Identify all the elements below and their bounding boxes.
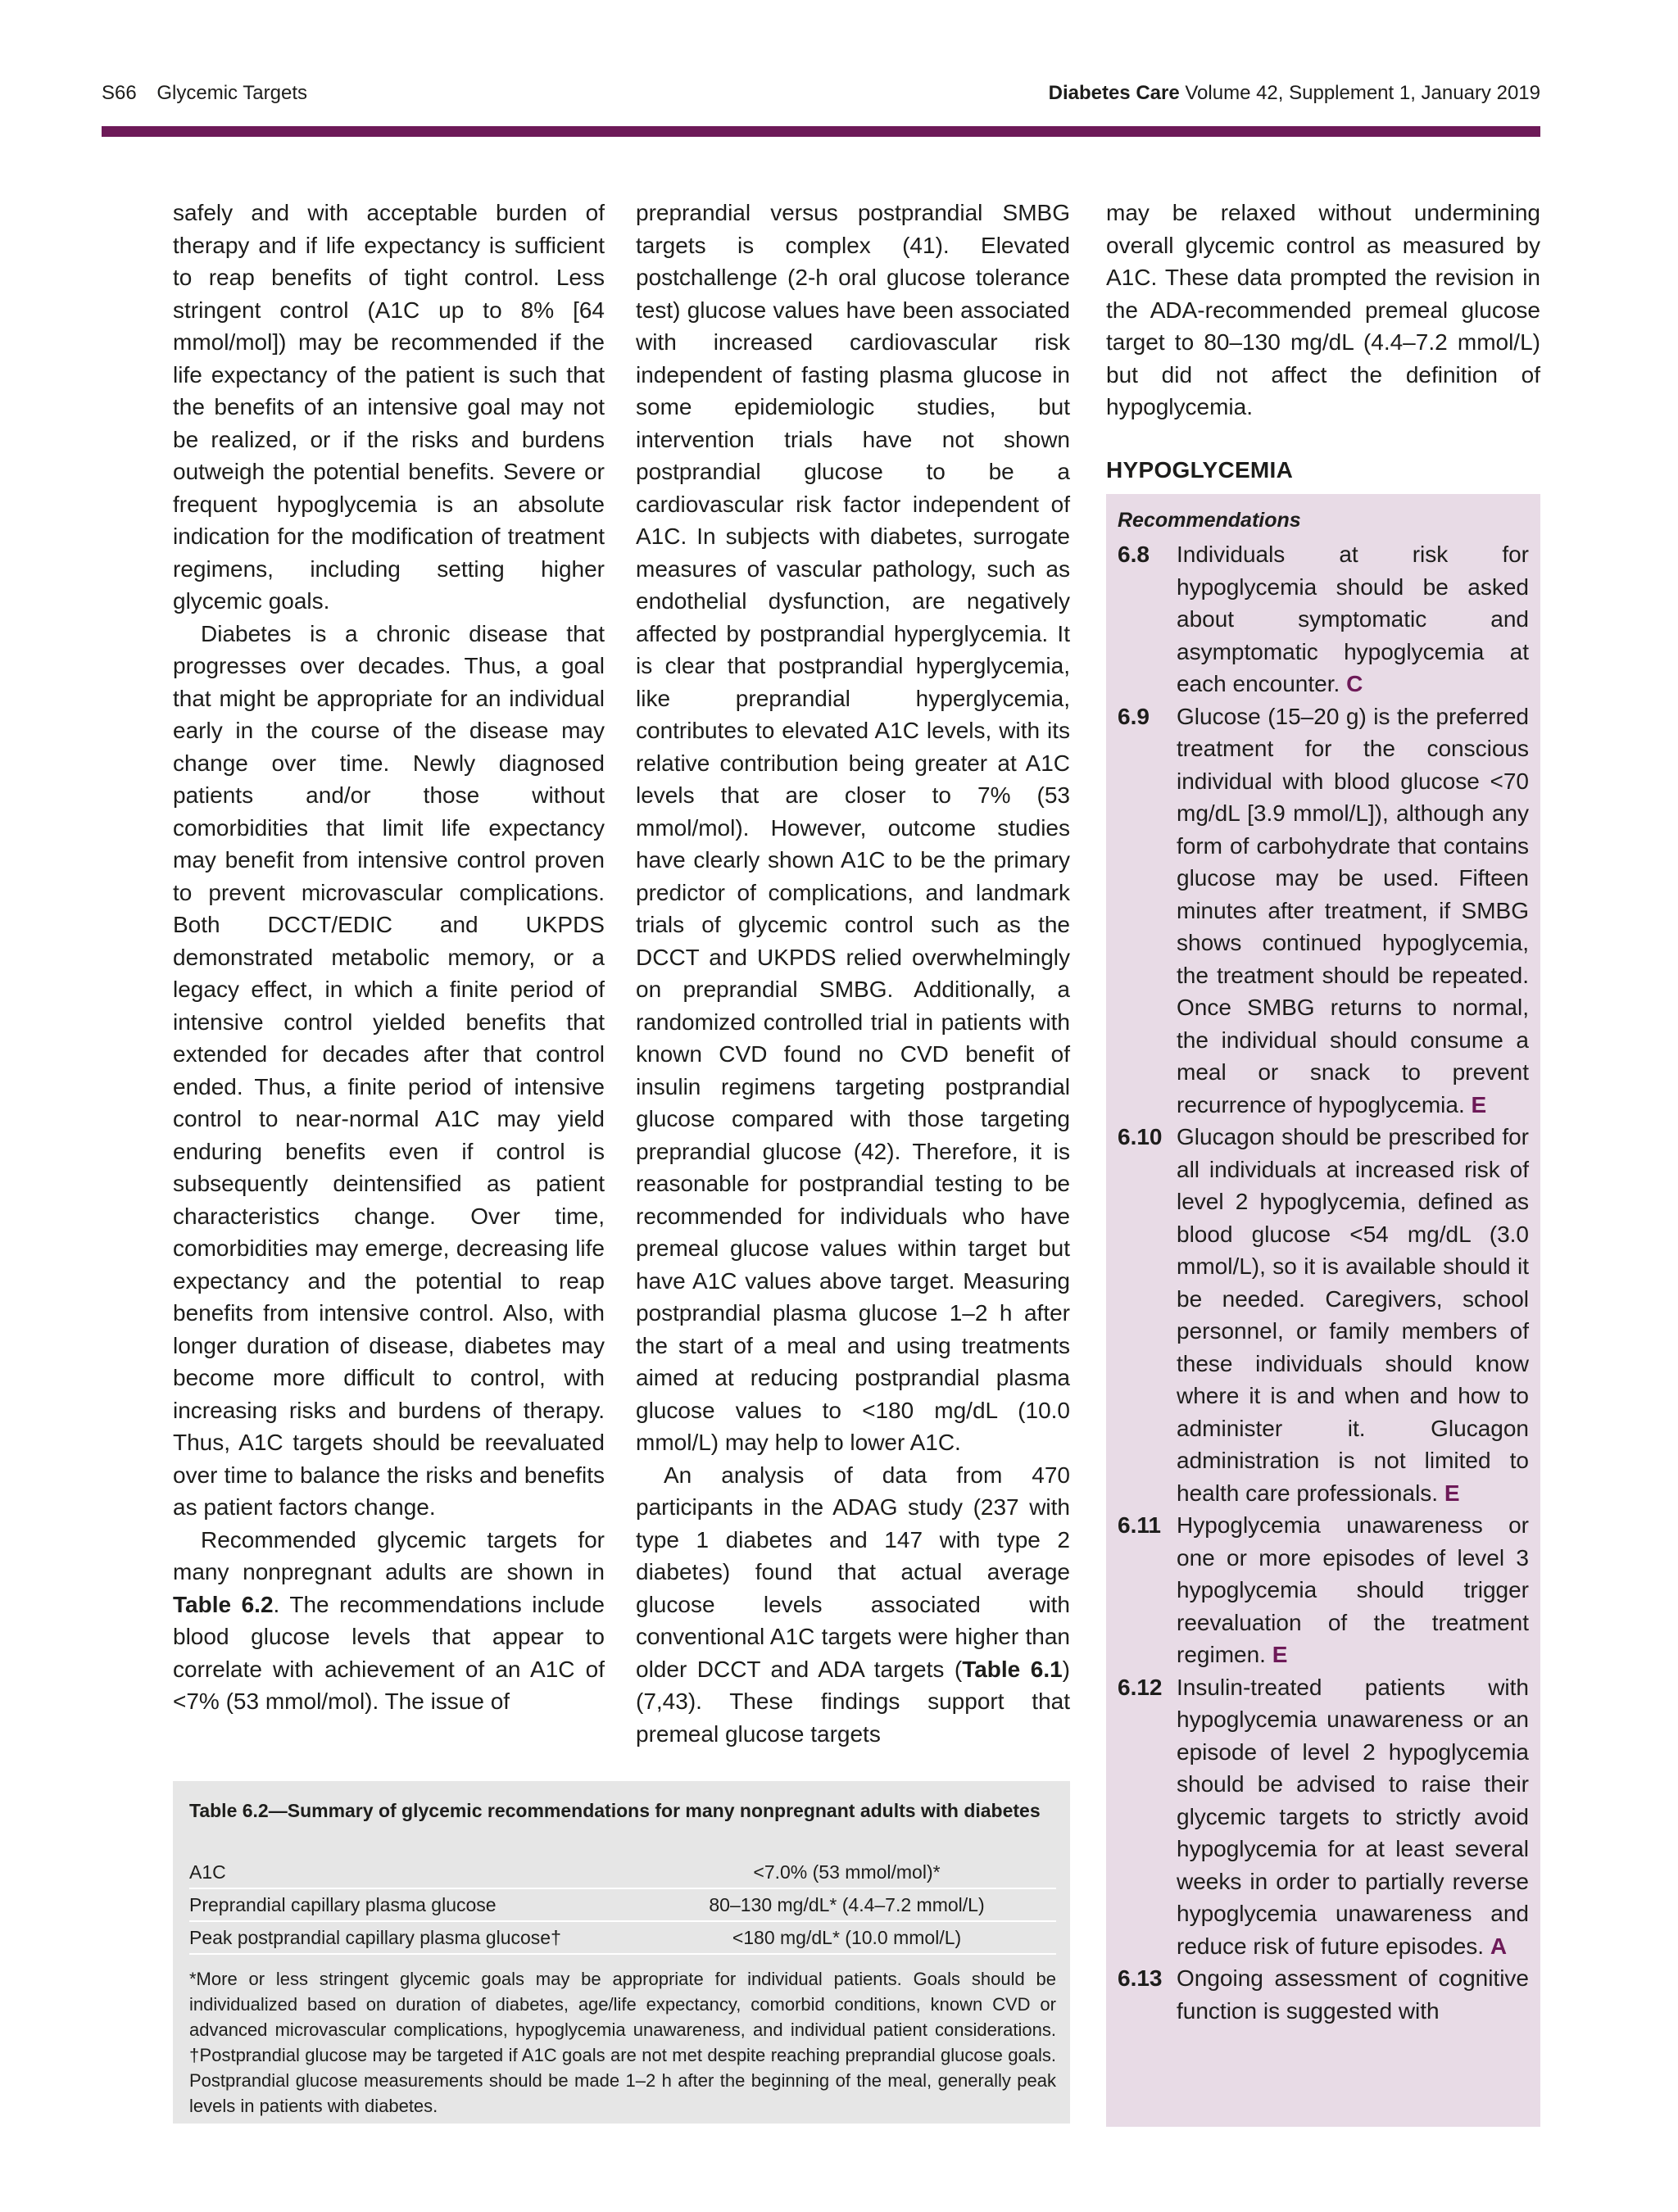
header-rule bbox=[102, 126, 1540, 137]
evidence-grade: C bbox=[1346, 671, 1363, 696]
section-title: Glycemic Targets bbox=[156, 82, 307, 104]
recommendation-text: Ongoing assessment of cognitive function is suggested with bbox=[1177, 1965, 1529, 2024]
table-reference-link[interactable]: Table 6.1 bbox=[962, 1656, 1063, 1682]
running-header bbox=[102, 82, 1540, 115]
paragraph bbox=[636, 1459, 1070, 1751]
table-reference-link[interactable]: Table 6.2 bbox=[173, 1591, 274, 1617]
recommendation-number: 6.11 bbox=[1118, 1512, 1161, 1538]
table-cell-label: A1C bbox=[189, 1861, 226, 1883]
paragraph-text: An analysis of data from 470 participants in the ADAG study (237 with type 1 diabetes and 147 with type 2 diabetes) found that actual average glucose levels associated with conventional A1C targets were higher than older DCCT and ADA targets ( bbox=[636, 1462, 1070, 1682]
evidence-grade: E bbox=[1272, 1642, 1288, 1667]
table-row bbox=[189, 1889, 1056, 1922]
recommendation-number: 6.10 bbox=[1118, 1124, 1163, 1149]
evidence-grade: E bbox=[1444, 1480, 1460, 1506]
evidence-grade: A bbox=[1490, 1933, 1508, 1959]
table-row bbox=[189, 1856, 1056, 1889]
table-cell-label: Peak postprandial capillary plasma glucose† bbox=[189, 1927, 561, 1948]
paragraph-text: Recommended glycemic targets for many nonpregnant adults are shown in bbox=[173, 1526, 605, 1584]
recommendation-text: Hypoglycemia unawareness or one or more episodes of level 3 hypoglycemia should trigger reevaluation of the treatment regimen. bbox=[1177, 1512, 1529, 1667]
recommendation-item bbox=[1118, 538, 1529, 700]
recommendation-item bbox=[1118, 1121, 1529, 1509]
recommendations-title: Recommendations bbox=[1118, 509, 1301, 532]
table-footnote: *More or less stringent glycemic goals may be appropriate for individual patients. Goals should be individualized based on duration of diabetes, age/life expectancy, comorbid conditions, known CVD or advanced microvascular complications, hypoglycemia unawareness, and individual patient considerations. †Postprandial glucose may be targeted if A1C goals are not met despite reaching preprandial glucose goals. Postprandial glucose measurements should be made 1–2 h after the beginning of the meal, generally peak levels in patients with diabetes. bbox=[189, 1969, 1056, 2116]
paragraph bbox=[173, 1524, 605, 1718]
recommendation-number: 6.8 bbox=[1118, 542, 1150, 567]
paragraph: safely and with acceptable burden of therapy and if life expectancy is sufficient to reap benefits of tight control. Less stringent control (A1C up to 8% [64 mmol/mol]) may be recommended if the life expectancy of the patient is such that the benefits of an intensive goal may not be realized, or if the risks and burdens outweigh the potential benefits. Severe or frequent hypoglycemia is an absolute indication for the modification of treatment regimens, including setting higher glycemic goals. bbox=[173, 200, 605, 614]
column-right bbox=[1106, 197, 1540, 424]
paragraph: may be relaxed without undermining overall glycemic control as measured by A1C. These data prompted the revision in the ADA-recommended premeal glucose target to 80–130 mg/dL (4.4–7.2 mmol/L) but did not affect the definition of hypoglycemia. bbox=[1106, 200, 1540, 419]
section-heading: HYPOGLYCEMIA bbox=[1106, 457, 1294, 483]
recommendation-text: Glucagon should be prescribed for all individuals at increased risk of level 2 hypoglycemia, defined as blood glucose <54 mg/dL (3.0 mmol/L), so it is available should it be needed. Caregivers, school personnel, or family members of these individuals should know where it is and when and how to administer it. Glucagon administration is not limited to health care professionals. bbox=[1177, 1124, 1529, 1506]
paragraph: preprandial versus postprandial SMBG targets is complex (41). Elevated postchallenge (2-h oral glucose tolerance test) glucose values have been associated with increased cardiovascular risk independent of fasting plasma glucose in some epidemiologic studies, but intervention trials have not shown postprandial glucose to be a cardiovascular risk factor independent of A1C. In subjects with diabetes, surrogate measures of vascular pathology, such as endothelial dysfunction, are negatively affected by postprandial hyperglycemia. It is clear that postprandial hyperglycemia, like preprandial hyperglycemia, contributes to elevated A1C levels, with its relative contribution being greater at A1C levels that are closer to 7% (53 mmol/mol). However, outcome studies have clearly shown A1C to be the primary predictor of complications, and landmark trials of glycemic control such as the DCCT and UKPDS relied overwhelmingly on preprandial SMBG. Additionally, a randomized controlled trial in patients with known CVD found no CVD benefit of insulin regimens targeting postprandial glucose compared with those targeting preprandial glucose (42). Therefore, it is reasonable for postprandial testing to be recommended for individuals who have premeal glucose values within target but have A1C values above target. Measuring postprandial plasma glucose 1–2 h after the start of a meal and using treatments aimed at reducing postprandial plasma glucose values to <180 mg/dL (10.0 mmol/L) may help to lower A1C. bbox=[636, 200, 1070, 1455]
table-title: Table 6.2—Summary of glycemic recommendations for many nonpregnant adults with diabetes bbox=[189, 1800, 1041, 1821]
journal-name: Diabetes Care bbox=[1048, 82, 1180, 104]
recommendation-text: Insulin-treated patients with hypoglycemia unawareness or an episode of level 2 hypoglycemia should be advised to raise their glycemic targets to strictly avoid hypoglycemia for at least several weeks in order to partially reverse hypoglycemia unawareness and reduce risk of future episodes. bbox=[1177, 1674, 1529, 1959]
table-cell-value: 80–130 mg/dL* (4.4–7.2 mmol/L) bbox=[709, 1894, 985, 1915]
paragraph-text: . The recommendations include blood glucose levels that appear to correlate with achievement of an A1C of <7% (53 mmol/mol). The issue of bbox=[173, 1591, 605, 1714]
recommendation-item bbox=[1118, 1671, 1529, 1963]
recommendation-item bbox=[1118, 700, 1529, 1122]
recommendation-text: Individuals at risk for hypoglycemia should be asked about symptomatic and asymptomatic hypoglycemia at each encounter. bbox=[1177, 542, 1529, 696]
paragraph-text: ) (7,43). These findings support that premeal glucose targets bbox=[636, 1656, 1070, 1747]
header-right bbox=[1049, 82, 1540, 105]
recommendation-number: 6.9 bbox=[1118, 703, 1150, 729]
recommendation-item bbox=[1118, 1962, 1529, 2027]
evidence-grade: E bbox=[1471, 1091, 1487, 1117]
recommendations-list bbox=[1118, 538, 1529, 2027]
page-number: S66 bbox=[102, 82, 137, 104]
recommendation-item bbox=[1118, 1509, 1529, 1671]
column-middle bbox=[636, 197, 1070, 1750]
column-left bbox=[173, 197, 605, 1718]
table-row bbox=[189, 1922, 1056, 1955]
table-cell-value: <180 mg/dL* (10.0 mmol/L) bbox=[732, 1927, 962, 1948]
table-cell-value: <7.0% (53 mmol/mol)* bbox=[753, 1861, 941, 1883]
recommendations-box bbox=[1106, 494, 1540, 2127]
table-6-2 bbox=[173, 1781, 1070, 2124]
recommendation-text: Glucose (15–20 g) is the preferred treatment for the conscious individual with blood glucose <70 mg/dL [3.9 mmol/L]), although any form of carbohydrate that contains glucose may be used. Fifteen minutes after treatment, if SMBG shows continued hypoglycemia, the treatment should be repeated. Once SMBG returns to normal, the individual should consume a meal or snack to prevent recurrence of hypoglycemia. bbox=[1177, 703, 1529, 1117]
issue-info: Volume 42, Supplement 1, January 2019 bbox=[1185, 82, 1540, 104]
header-left bbox=[102, 82, 307, 105]
recommendation-number: 6.13 bbox=[1118, 1965, 1163, 1991]
paragraph: Diabetes is a chronic disease that progresses over decades. Thus, a goal that might be appropriate for an individual early in the course of the disease may change over time. Newly diagnosed patients and/or those without comorbidities that limit life expectancy may benefit from intensive control proven to prevent microvascular complications. Both DCCT/EDIC and UKPDS demonstrated metabolic memory, or a legacy effect, in which a finite period of intensive control yielded benefits that extended for decades after that control ended. Thus, a finite period of intensive control to near-normal A1C may yield enduring benefits even if control is subsequently deintensified as patient characteristics change. Over time, comorbidities may emerge, decreasing life expectancy and the potential to reap benefits from intensive control. Also, with longer duration of disease, diabetes may become more difficult to control, with increasing risks and burdens of therapy. Thus, A1C targets should be reevaluated over time to balance the risks and benefits as patient factors change. bbox=[173, 620, 605, 1520]
recommendation-number: 6.12 bbox=[1118, 1674, 1163, 1700]
table-cell-label: Preprandial capillary plasma glucose bbox=[189, 1894, 497, 1915]
